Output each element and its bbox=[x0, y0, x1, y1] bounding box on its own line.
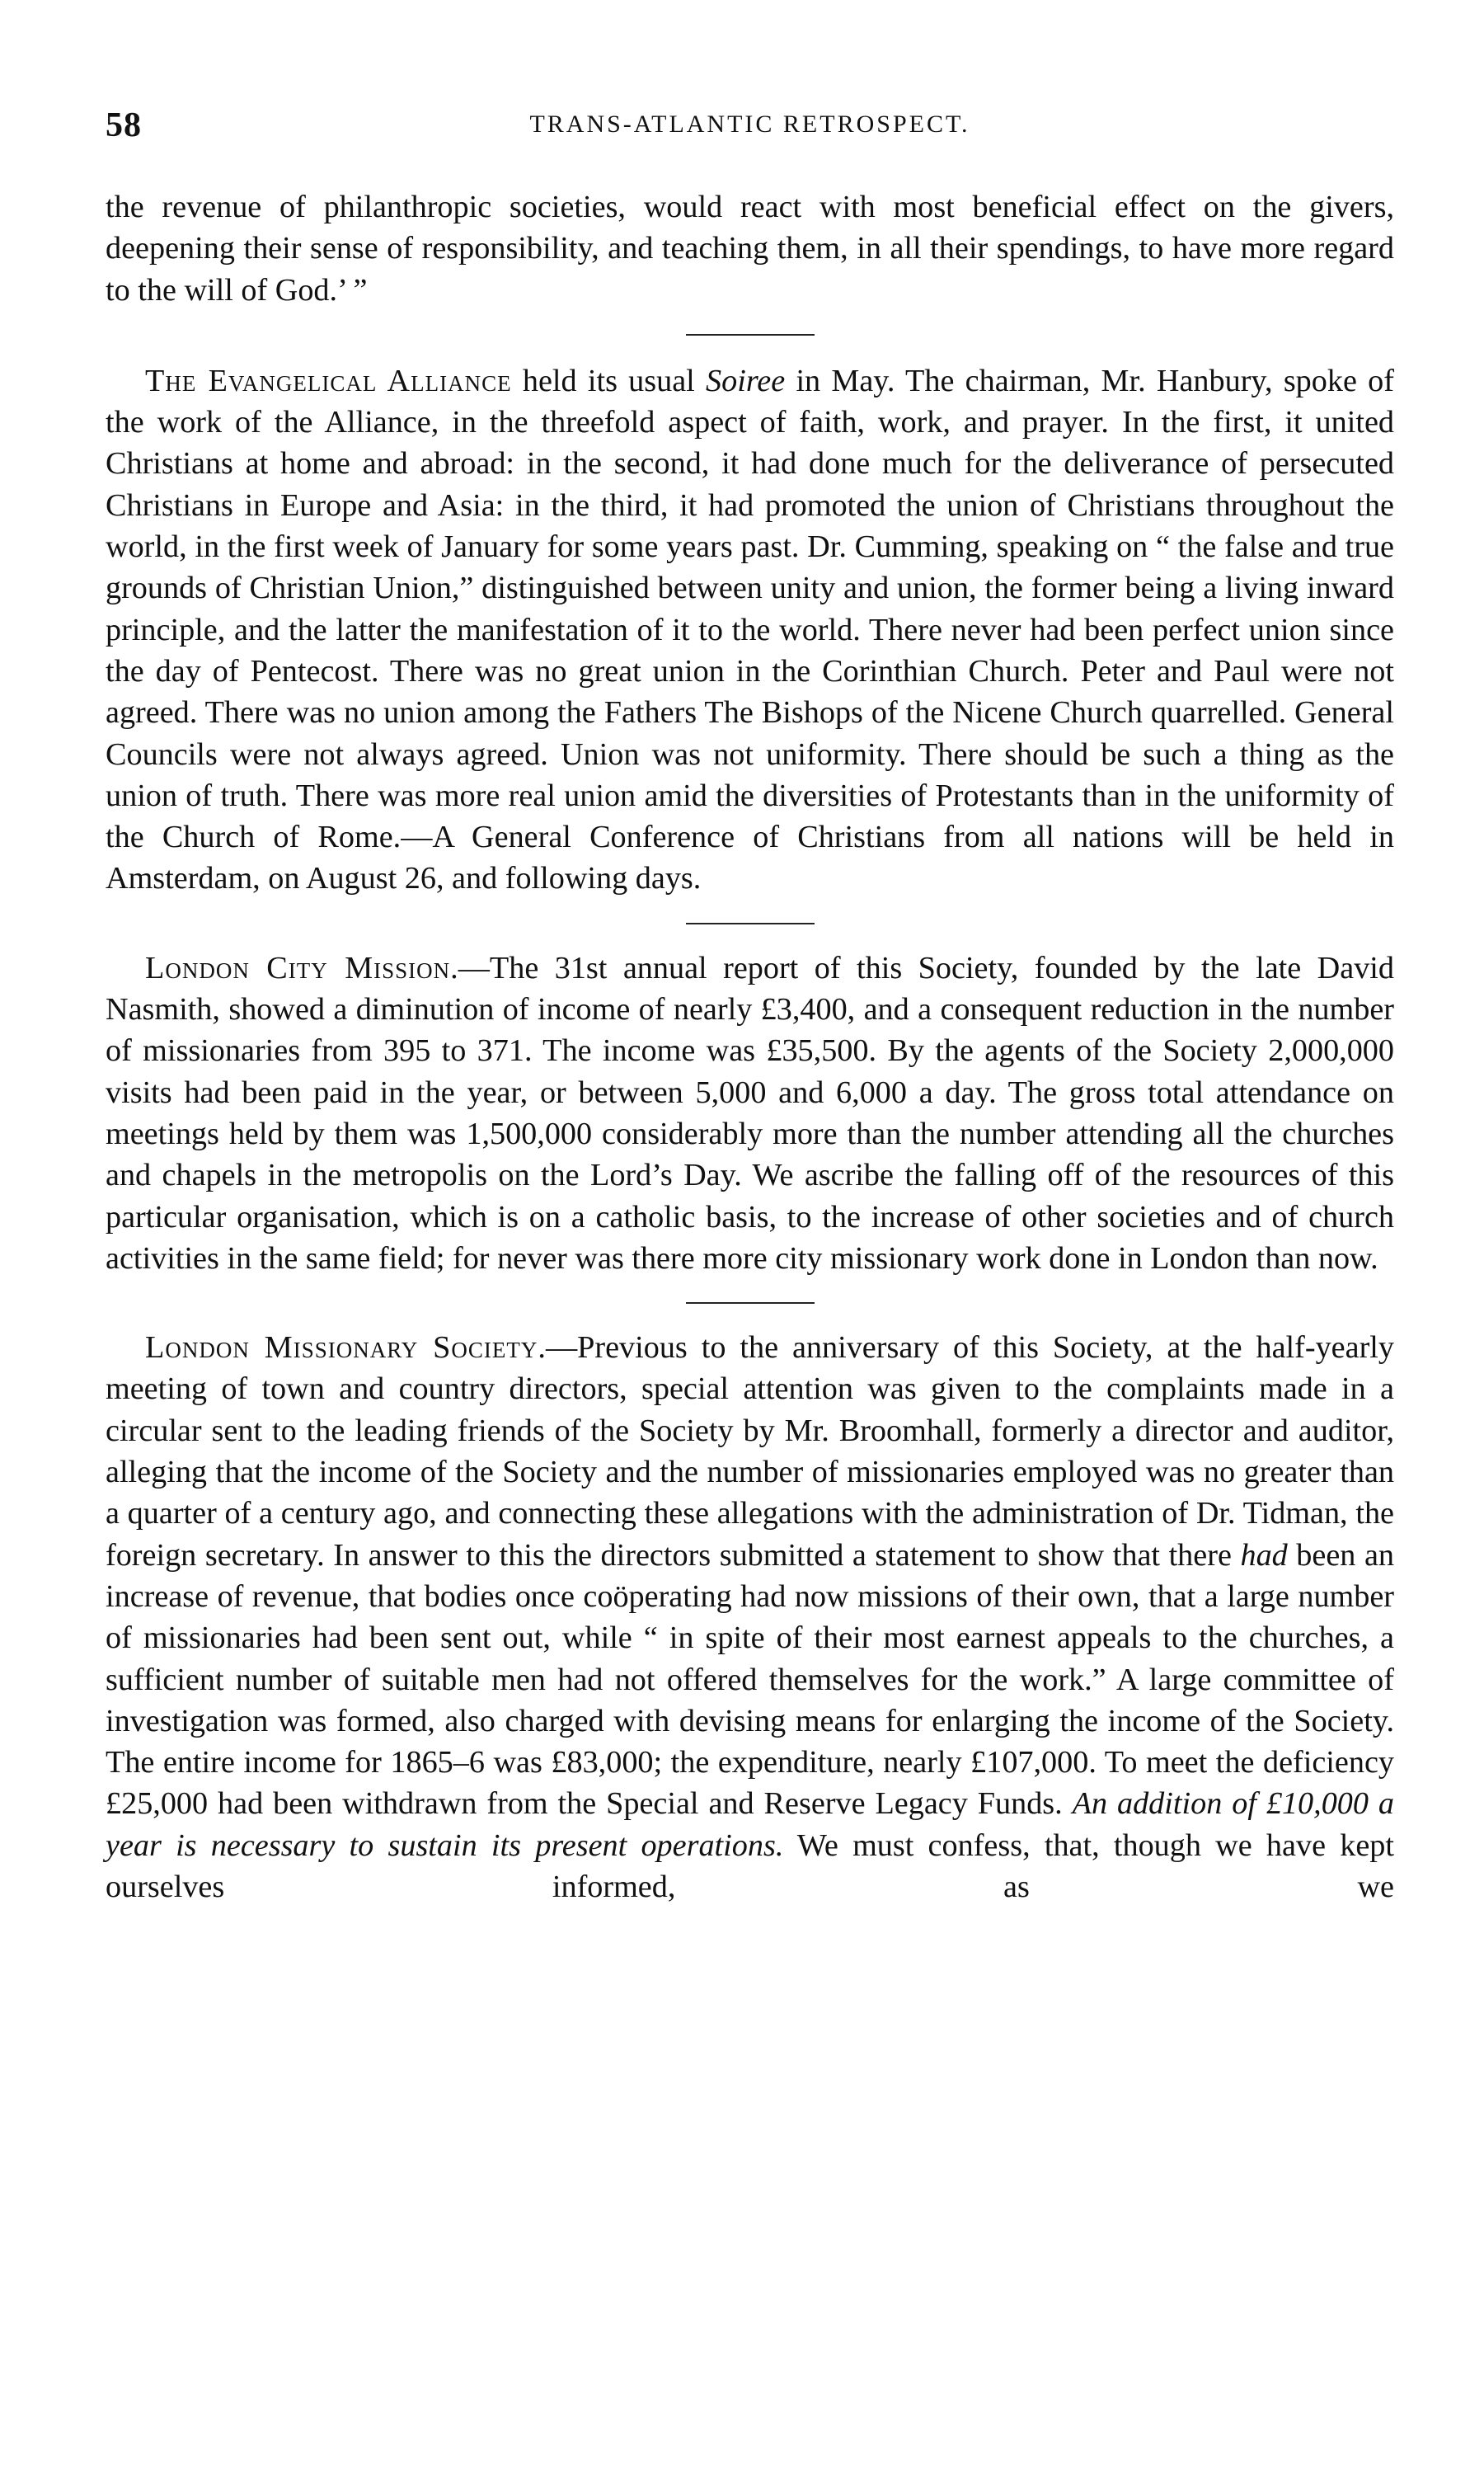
missionary-text-a: .—Previous to the anniversary of this Society, at the half-yearly meeting of town and country directors, special attention was given to the complaints made in a circular sent to the leading friends of the Society by Mr. Broomhall, formerly a director and auditor, alleging that the income of the Society and the number of missionaries employed was no greater than a quarter of a century ago, and connecting these allegations with the administration of Dr. Tidman, the foreign secretary. In answer to this the directors submitted a statement to show that there bbox=[106, 1330, 1394, 1573]
missionary-had: had bbox=[1240, 1537, 1288, 1573]
alliance-text-a: held its usual bbox=[511, 363, 707, 398]
city-mission-text: .—The 31st annual report of this Society, founded by the late David Nasmith, showed a diminution of income of nearly £3,400, and a consequent reduction in the number of missionaries from 395 to 371. The income was £35,500. By the agents of the Society 2,000,000 visits had been paid in the year, or between 5,000 and 6,000 a day. The gross total attendance on meetings held by them was 1,500,000 considerably more than the number attending all the churches and chapels in the metropolis on the Lord’s Day. We ascribe the falling off of the resources of this particular organisation, which is on a catholic basis, to the increase of other societies and of church activities in the same field; for never was there more city missionary work done in London than now. bbox=[106, 950, 1394, 1276]
missionary-text-b: been an increase of revenue, that bodies once coöperating had now missions of their own, that a large number of missionaries had been sent out, while “ in spite of their most earnest appeals to the churches, a sufficient number of suitable men had not offered themselves for the work.” A large committee of investigation was formed, also charged with devising means for enlarging the income of the Society. The entire income for 1865–6 was £83,000; the expenditure, nearly £107,000. To meet the deficiency £25,000 had been withdrawn from the Special and Reserve Legacy Funds. bbox=[106, 1537, 1395, 1822]
paragraph-revenue-quote: the revenue of philanthropic societies, would react with most beneficial effect on the givers, deepening their sense of responsibility, and teaching them, in all their spendings, to have more regard to the will of God.’ ” bbox=[106, 190, 1394, 308]
heading-evangelical-alliance: The Evangelical Alliance bbox=[145, 363, 512, 398]
section-divider bbox=[686, 334, 815, 336]
paragraph-london-city-mission bbox=[106, 948, 1394, 1279]
paragraph-london-missionary-society bbox=[106, 1327, 1394, 1907]
page-number: 58 bbox=[106, 106, 142, 144]
missionary-italic-addition: An addition of £10,000 a year is necessary to sustain its present operations. bbox=[106, 1786, 1395, 1863]
missionary-text-c: We must confess, that, though we have kept ourselves informed, as we bbox=[106, 1827, 1394, 1904]
alliance-text-b: in May. The chairman, Mr. Hanbury, spoke of the work of the Alliance, in the threefold aspect of faith, work, and prayer. In the first, it united Christians at home and abroad: in the second, it had done much for the deliverance of persecuted Christians in Europe and Asia: in the third, it had promoted the union of Christians throughout the world, in the first week of January for some years past. Dr. Cumming, speaking on “ the false and true grounds of Christian Union,” distinguished between unity and union, the former being a living inward principle, and the latter the manifestation of it to the world. There never had been perfect union since the day of Pentecost. There was no great union in the Corinthian Church. Peter and Paul were not agreed. There was no union among the Fathers The Bishops of the Nicene Church quarrelled. General Councils were not always agreed. Union was not uniformity. There should be such a thing as the union of truth. There was more real union amid the diversities of Protestants than in the uniformity of the Church of Rome.—A General Conference of Christians from all nations will be held in Amsterdam, on August 26, and following days. bbox=[106, 363, 1394, 896]
section-divider bbox=[686, 923, 815, 924]
heading-london-missionary-society: London Missionary Society bbox=[145, 1330, 538, 1366]
section-divider bbox=[686, 1302, 815, 1304]
heading-london-city-mission: London City Mission bbox=[145, 950, 451, 985]
running-title: TRANS-ATLANTIC RETROSPECT. bbox=[529, 111, 970, 138]
alliance-soiree: Soiree bbox=[706, 363, 786, 398]
page-header bbox=[106, 106, 1394, 155]
paragraph-evangelical-alliance bbox=[106, 360, 1394, 900]
page-body bbox=[106, 186, 1394, 1907]
